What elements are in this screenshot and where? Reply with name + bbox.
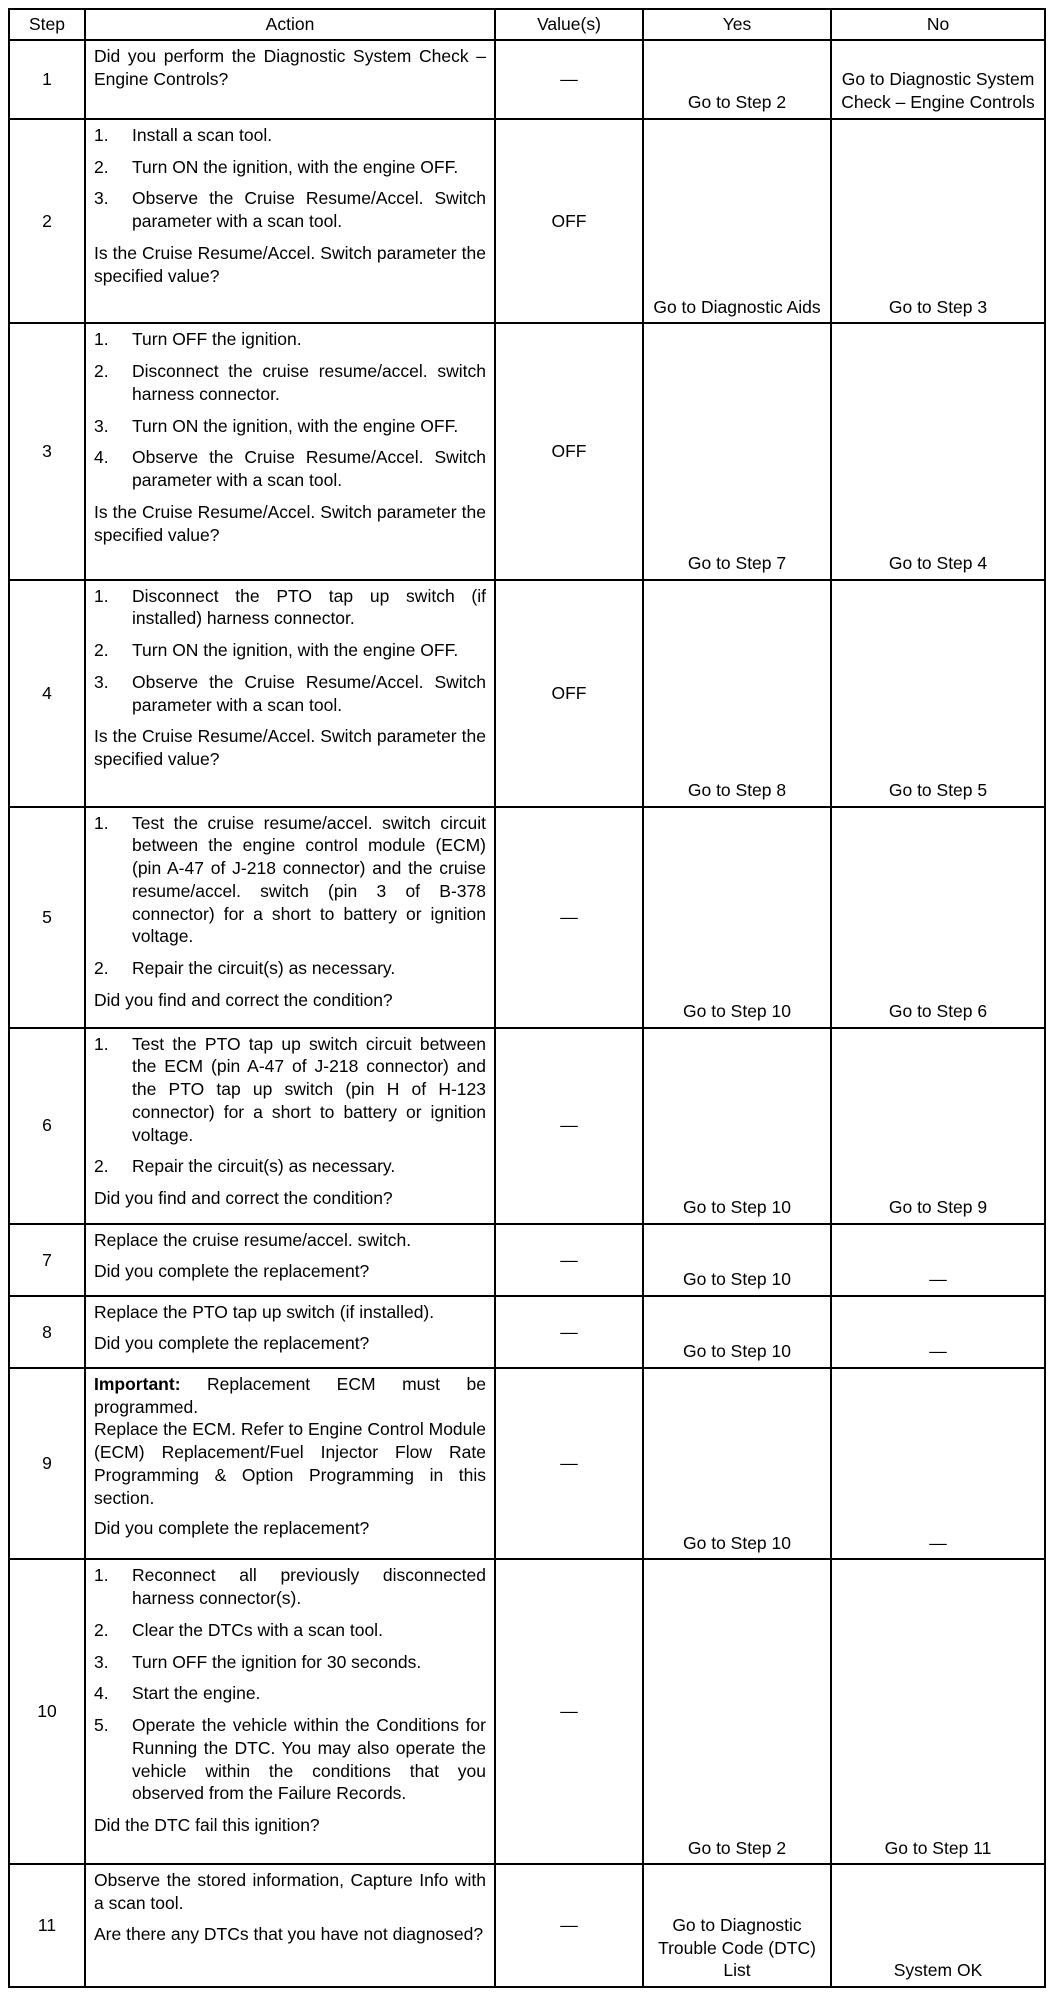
yes-cell: Go to Step 10 [643,807,831,1028]
question-text: Are there any DTCs that you have not diagnosed? [94,1923,484,1944]
value-cell: — [495,1296,643,1368]
value-cell: — [495,1224,643,1296]
step-cell: 6 [9,1028,85,1225]
action-cell [85,1864,495,1987]
no-cell: Go to Diagnostic System Check – Engine Controls [831,40,1045,119]
no-cell: — [831,1224,1045,1296]
header-row [9,9,1045,40]
value-cell: — [495,1559,643,1864]
item-text: Repair the circuit(s) as necessary. [132,958,396,979]
item-text: Turn OFF the ignition. [132,329,302,350]
step-cell: 8 [9,1296,85,1368]
question-text: Is the Cruise Resume/Accel. Switch parameter the specified value? [94,726,486,770]
list-item [94,328,486,351]
item-number: 2. [94,1156,109,1177]
item-text: Reconnect all previously disconnected harness connector(s). [132,1565,486,1609]
action-cell [85,1224,495,1296]
item-number: 4. [94,447,109,468]
question-text: Did you complete the replacement? [94,1260,370,1281]
value-cell: — [495,1864,643,1987]
header-step: Step [9,9,85,40]
list-item [94,671,486,717]
yes-cell: Go to Step 10 [643,1224,831,1296]
action-steps-list [94,1564,486,1805]
table-row [9,1028,1045,1225]
item-text: Turn OFF the ignition for 30 seconds. [132,1651,422,1672]
action-text: Replace the PTO tap up switch (if installed). [94,1301,435,1322]
no-cell: Go to Step 3 [831,119,1045,324]
value-cell: — [495,1028,643,1225]
list-item [94,446,486,492]
step-cell: 11 [9,1864,85,1987]
action-text: Replace the cruise resume/accel. switch. [94,1230,412,1251]
header-no: No [831,9,1045,40]
question-text: Did you find and correct the condition? [94,1188,393,1209]
value-cell: OFF [495,323,643,579]
yes-cell: Go to Step 7 [643,323,831,579]
value-cell: OFF [495,580,643,807]
table-body [9,40,1045,1987]
table-row [9,1368,1045,1559]
table-row [9,1296,1045,1368]
action-steps-list [94,585,486,717]
item-number: 1. [94,1565,109,1586]
item-number: 3. [94,188,109,209]
item-number: 3. [94,1651,109,1672]
item-text: Turn ON the ignition, with the engine OFF. [132,415,459,436]
item-text: Start the engine. [132,1683,261,1704]
list-item [94,1155,486,1178]
diagnostic-table [8,8,1046,1988]
action-steps-list [94,1033,486,1179]
table-row [9,323,1045,579]
question-text: Did you complete the replacement? [94,1332,370,1353]
no-cell: Go to Step 6 [831,807,1045,1028]
yes-cell: Go to Diagnostic Aids [643,119,831,324]
action-text: Observe the stored information, Capture Info with a scan tool. [94,1870,486,1914]
value-cell: — [495,40,643,119]
item-number: 1. [94,1033,109,1054]
yes-cell: Go to Step 2 [643,1559,831,1864]
item-text: Test the PTO tap up switch circuit between the ECM (pin A-47 of J-218 connector) and the PTO tap up switch (pin H of H-123 connector) for a short to battery or ignition voltage. [132,1033,486,1145]
question-text: Did you complete the replacement? [94,1518,370,1539]
yes-cell: Go to Step 10 [643,1296,831,1368]
list-item [94,124,486,147]
action-cell [85,1028,495,1225]
item-number: 3. [94,415,109,436]
item-number: 3. [94,671,109,692]
question-text: Is the Cruise Resume/Accel. Switch parameter the specified value? [94,242,486,286]
step-cell: 9 [9,1368,85,1559]
action-cell [85,323,495,579]
item-number: 1. [94,329,109,350]
no-cell: Go to Step 11 [831,1559,1045,1864]
no-cell: Go to Step 4 [831,323,1045,579]
action-cell [85,1296,495,1368]
list-item [94,1651,486,1674]
yes-cell: Go to Diagnostic Trouble Code (DTC) List [643,1864,831,1987]
list-item [94,187,486,233]
item-number: 4. [94,1683,109,1704]
item-text: Turn ON the ignition, with the engine OFF. [132,640,459,661]
item-text: Observe the Cruise Resume/Accel. Switch parameter with a scan tool. [132,188,486,232]
item-number: 2. [94,640,109,661]
no-cell: — [831,1296,1045,1368]
action-cell [85,580,495,807]
table-row [9,580,1045,807]
no-cell: — [831,1368,1045,1559]
item-text: Repair the circuit(s) as necessary. [132,1156,396,1177]
item-number: 2. [94,156,109,177]
list-item [94,1564,486,1610]
item-text: Observe the Cruise Resume/Accel. Switch parameter with a scan tool. [132,447,486,491]
list-item [94,957,486,980]
no-cell: Go to Step 5 [831,580,1045,807]
yes-cell: Go to Step 10 [643,1368,831,1559]
item-number: 1. [94,585,109,606]
item-number: 2. [94,361,109,382]
item-text: Disconnect the PTO tap up switch (if installed) harness connector. [132,585,486,629]
list-item [94,639,486,662]
step-cell: 3 [9,323,85,579]
important-text: Replacement ECM must be programmed. [94,1373,486,1417]
step-cell: 5 [9,807,85,1028]
table-row [9,807,1045,1028]
step-cell: 1 [9,40,85,119]
item-text: Disconnect the cruise resume/accel. switch harness connector. [132,361,486,404]
item-number: 1. [94,124,109,145]
table-row [9,1864,1045,1987]
item-text: Observe the Cruise Resume/Accel. Switch parameter with a scan tool. [132,671,486,715]
action-steps-list [94,328,486,492]
list-item [94,1682,486,1705]
item-text: Operate the vehicle within the Conditions for Running the DTC. You may also operate the vehicle within the conditions that you observed from the Failure Records. [132,1715,486,1804]
no-cell: System OK [831,1864,1045,1987]
step-cell: 2 [9,119,85,324]
item-text: Test the cruise resume/accel. switch circuit between the engine control module (ECM) (pin A-47 of J-218 connector) and the cruise resume/accel. switch (pin 3 of B-378 connector) for a short to battery or ignition voltage. [132,812,486,947]
step-cell: 4 [9,580,85,807]
value-cell: — [495,807,643,1028]
important-label: Important: [94,1373,181,1394]
list-item [94,360,486,406]
list-item [94,585,486,631]
action-cell [85,119,495,324]
list-item [94,156,486,179]
list-item [94,1033,486,1147]
yes-cell: Go to Step 2 [643,40,831,119]
list-item [94,1619,486,1642]
header-yes: Yes [643,9,831,40]
header-values: Value(s) [495,9,643,40]
table-row [9,119,1045,324]
action-text: Did you perform the Diagnostic System Check – Engine Controls? [94,45,486,89]
list-item [94,812,486,949]
yes-cell: Go to Step 10 [643,1028,831,1225]
action-cell [85,807,495,1028]
table-row [9,1224,1045,1296]
step-cell: 7 [9,1224,85,1296]
action-steps-list [94,124,486,233]
table-row [9,1559,1045,1864]
item-text: Clear the DTCs with a scan tool. [132,1619,383,1640]
yes-cell: Go to Step 8 [643,580,831,807]
action-cell [85,40,495,119]
question-text: Is the Cruise Resume/Accel. Switch parameter the specified value? [94,501,486,545]
value-cell: OFF [495,119,643,324]
action-text: Replace the ECM. Refer to Engine Control Module (ECM) Replacement/Fuel Injector Flow Rate Programming & Option Programming in this section. [94,1419,487,1508]
table-row [9,40,1045,119]
item-text: Turn ON the ignition, with the engine OFF. [132,156,459,177]
list-item [94,1714,486,1805]
item-number: 2. [94,1619,109,1640]
item-text: Install a scan tool. [132,124,273,145]
header-action: Action [85,9,495,40]
action-cell [85,1368,495,1559]
list-item [94,415,486,438]
question-text: Did the DTC fail this ignition? [94,1815,320,1836]
action-steps-list [94,812,486,980]
item-number: 1. [94,812,109,833]
question-text: Did you find and correct the condition? [94,989,393,1010]
step-cell: 10 [9,1559,85,1864]
no-cell: Go to Step 9 [831,1028,1045,1225]
important-note [94,1373,486,1419]
value-cell: — [495,1368,643,1559]
item-number: 2. [94,958,109,979]
action-cell [85,1559,495,1864]
item-number: 5. [94,1715,109,1736]
